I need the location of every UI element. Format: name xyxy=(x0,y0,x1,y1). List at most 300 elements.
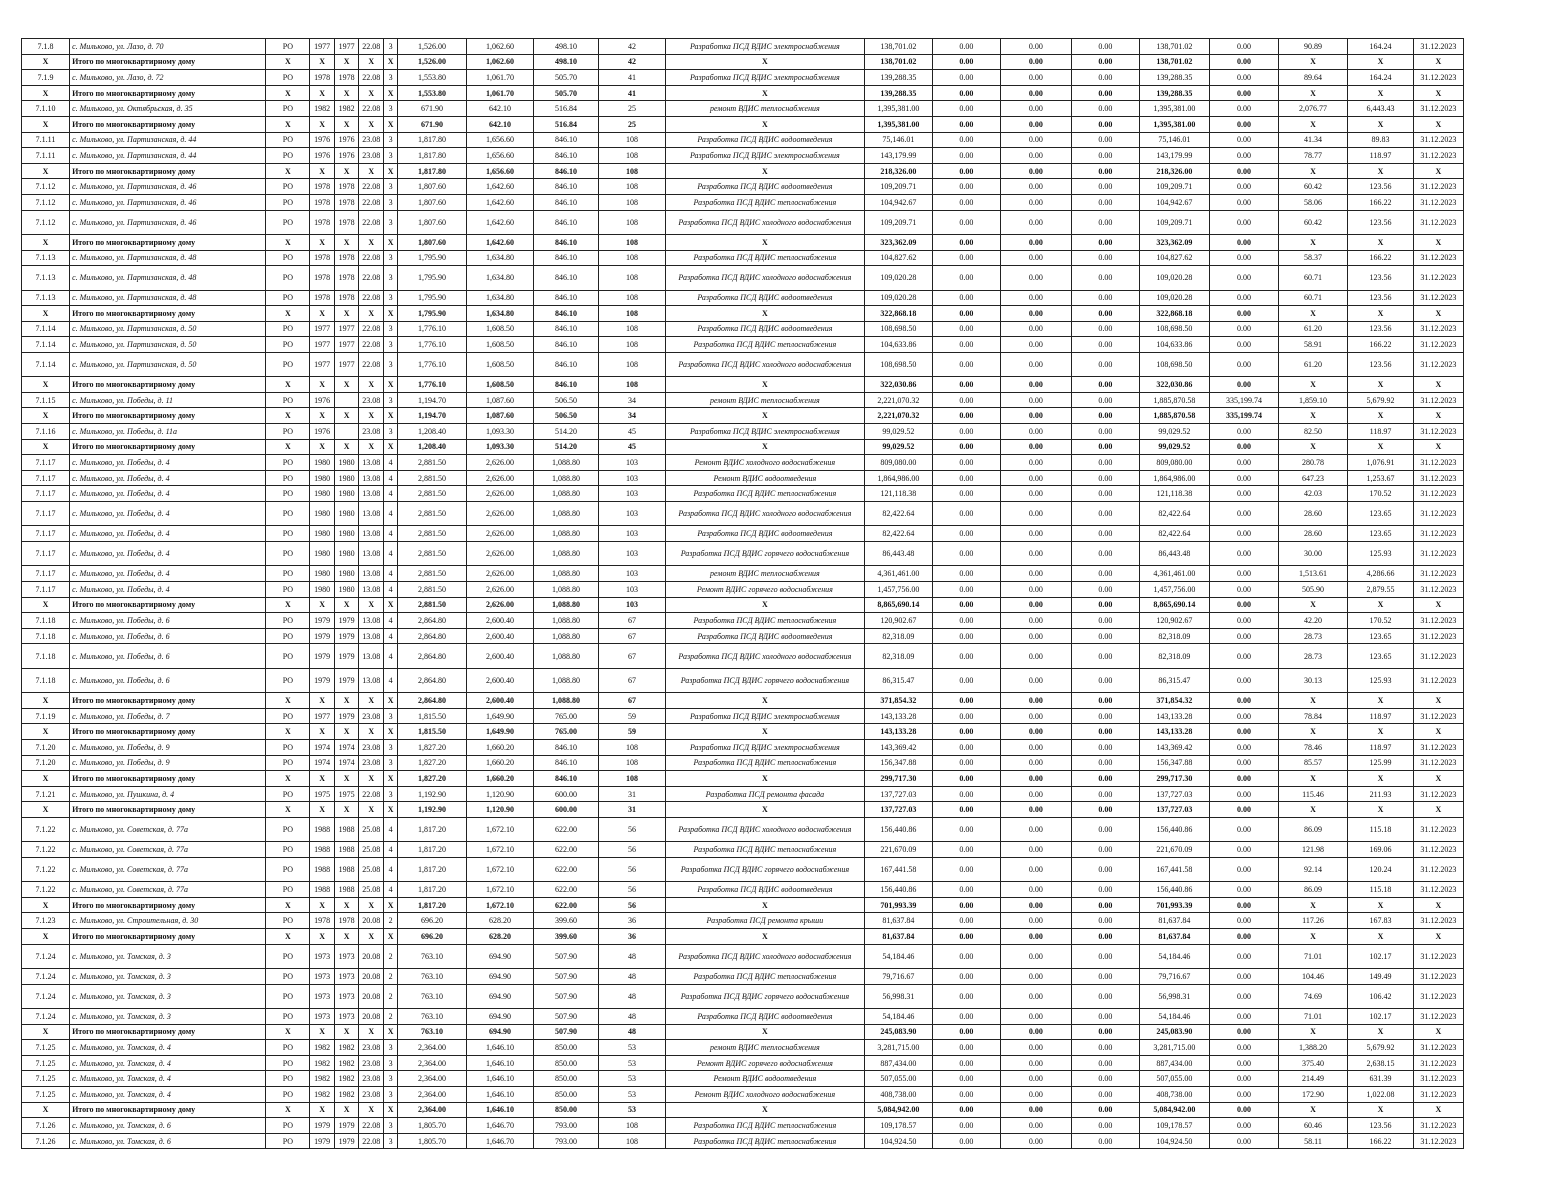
cell-deadline: 31.12.2023 xyxy=(1413,708,1463,724)
cell-climate-code: 23.08 xyxy=(359,1055,384,1071)
cell-owner-type: РО xyxy=(266,266,310,290)
cell-climate-code: 23.08 xyxy=(359,1040,384,1056)
cell-owner-type: РО xyxy=(266,1133,310,1149)
cell-climate-code: X xyxy=(359,54,384,70)
cell-total-area: 1,526.00 xyxy=(398,39,467,55)
cell-floors: 4 xyxy=(383,644,397,668)
cell-owner-type: РО xyxy=(266,352,310,376)
cell-address: Итого по многоквартирному дому xyxy=(70,306,266,322)
cell-commission-year: 1977 xyxy=(334,39,359,55)
cell-address: Итого по многоквартирному дому xyxy=(70,802,266,818)
cell-unit-cost: 28.73 xyxy=(1278,628,1348,644)
cell-floors: 4 xyxy=(383,455,397,471)
cell-owner-type: РО xyxy=(266,70,310,86)
cell-commission-year: 1974 xyxy=(334,755,359,771)
cell-address: с. Мильково, ул. Победы, д. 11 xyxy=(70,392,266,408)
cell-item-number: 7.1.16 xyxy=(22,424,70,440)
cell-unit-cost: 104.46 xyxy=(1278,969,1348,985)
cell-unit-cost: 78.84 xyxy=(1278,708,1348,724)
cell-unit-cost: 60.42 xyxy=(1278,179,1348,195)
total-row xyxy=(22,693,1464,709)
cell-local-cost: 0.00 xyxy=(1072,266,1139,290)
cell-subsidy-cost: 0.00 xyxy=(1000,377,1072,393)
cell-climate-code: 13.08 xyxy=(359,613,384,629)
cell-total-cost: 5,084,942.00 xyxy=(864,1102,933,1118)
table-row xyxy=(22,786,1464,802)
cell-work-type: X xyxy=(666,693,864,709)
cell-living-area: 2,600.40 xyxy=(466,693,533,709)
cell-unit-cost: 86.09 xyxy=(1278,817,1348,841)
cell-floors: X xyxy=(383,597,397,613)
cell-address: Итого по многоквартирному дому xyxy=(70,377,266,393)
cell-owner-type: РО xyxy=(266,321,310,337)
cell-owner-cost: 507,055.00 xyxy=(1139,1071,1210,1087)
cell-limit-cost: X xyxy=(1348,408,1413,424)
cell-limit-cost: X xyxy=(1348,929,1413,945)
cell-address: с. Мильково, ул. Победы, д. 4 xyxy=(70,581,266,597)
cell-owner-cost: 81,637.84 xyxy=(1139,913,1210,929)
cell-total-cost: 507,055.00 xyxy=(864,1071,933,1087)
cell-fund-cost: 0.00 xyxy=(933,1040,1000,1056)
cell-limit-cost: 631.39 xyxy=(1348,1071,1413,1087)
cell-work-type: ремонт ВДИС теплоснабжения xyxy=(666,1040,864,1056)
cell-deadline: 31.12.2023 xyxy=(1413,526,1463,542)
cell-item-number: 7.1.17 xyxy=(22,566,70,582)
cell-total-cost: 143,133.28 xyxy=(864,724,933,740)
cell-commission-year: 1976 xyxy=(334,148,359,164)
cell-total-area: 1,817.20 xyxy=(398,882,467,898)
cell-total-cost: 137,727.03 xyxy=(864,786,933,802)
cell-built-year: 1980 xyxy=(310,542,335,566)
cell-unit-cost: 85.57 xyxy=(1278,755,1348,771)
cell-item-number: X xyxy=(22,802,70,818)
cell-built-year: 1982 xyxy=(310,1055,335,1071)
cell-subsidy-cost: 0.00 xyxy=(1000,210,1072,234)
cell-living-area: 1,672.10 xyxy=(466,842,533,858)
cell-address: с. Мильково, ул. Партизанская, д. 46 xyxy=(70,210,266,234)
cell-commission-year: 1978 xyxy=(334,266,359,290)
table-row xyxy=(22,1118,1464,1134)
cell-other-cost: 0.00 xyxy=(1210,54,1279,70)
cell-residents: 108 xyxy=(598,132,665,148)
cell-work-type: Разработка ПСД ВДИС теплоснабжения xyxy=(666,1133,864,1149)
cell-item-number: 7.1.17 xyxy=(22,581,70,597)
cell-unit-cost: X xyxy=(1278,234,1348,250)
cell-unit-cost: 58.37 xyxy=(1278,250,1348,266)
cell-work-type: X xyxy=(666,929,864,945)
cell-owner-type: РО xyxy=(266,392,310,408)
cell-address: с. Мильково, ул. Победы, д. 4 xyxy=(70,470,266,486)
cell-floors: X xyxy=(383,897,397,913)
cell-work-type: X xyxy=(666,1102,864,1118)
cell-limit-cost: 170.52 xyxy=(1348,486,1413,502)
cell-total-area: 1,815.50 xyxy=(398,724,467,740)
cell-address: с. Мильково, ул. Партизанская, д. 50 xyxy=(70,337,266,353)
cell-deadline: 31.12.2023 xyxy=(1413,266,1463,290)
cell-roof-area: 600.00 xyxy=(534,802,598,818)
cell-item-number: X xyxy=(22,929,70,945)
cell-unit-cost: X xyxy=(1278,377,1348,393)
cell-limit-cost: 123.56 xyxy=(1348,179,1413,195)
cell-other-cost: 0.00 xyxy=(1210,1086,1279,1102)
cell-owner-type: РО xyxy=(266,969,310,985)
cell-floors: 3 xyxy=(383,266,397,290)
cell-fund-cost: 0.00 xyxy=(933,1086,1000,1102)
cell-total-area: 2,881.50 xyxy=(398,455,467,471)
cell-limit-cost: 1,076.91 xyxy=(1348,455,1413,471)
cell-floors: 3 xyxy=(383,739,397,755)
cell-total-cost: 104,942.67 xyxy=(864,194,933,210)
total-row xyxy=(22,439,1464,455)
cell-roof-area: 846.10 xyxy=(534,132,598,148)
cell-floors: 3 xyxy=(383,1086,397,1102)
cell-commission-year: X xyxy=(334,439,359,455)
cell-living-area: 1,672.10 xyxy=(466,882,533,898)
cell-roof-area: 850.00 xyxy=(534,1055,598,1071)
cell-limit-cost: X xyxy=(1348,116,1413,132)
cell-deadline: X xyxy=(1413,597,1463,613)
cell-fund-cost: 0.00 xyxy=(933,132,1000,148)
cell-fund-cost: 0.00 xyxy=(933,266,1000,290)
cell-total-cost: 138,701.02 xyxy=(864,39,933,55)
cell-local-cost: 0.00 xyxy=(1072,54,1139,70)
cell-owner-cost: 104,924.50 xyxy=(1139,1133,1210,1149)
cell-residents: 42 xyxy=(598,54,665,70)
cell-owner-cost: 79,716.67 xyxy=(1139,969,1210,985)
cell-total-area: 2,364.00 xyxy=(398,1071,467,1087)
cell-unit-cost: 28.60 xyxy=(1278,502,1348,526)
cell-roof-area: 507.90 xyxy=(534,1024,598,1040)
cell-fund-cost: 0.00 xyxy=(933,613,1000,629)
cell-subsidy-cost: 0.00 xyxy=(1000,70,1072,86)
cell-owner-type: РО xyxy=(266,817,310,841)
cell-living-area: 2,600.40 xyxy=(466,644,533,668)
cell-owner-cost: 1,457,756.00 xyxy=(1139,581,1210,597)
cell-subsidy-cost: 0.00 xyxy=(1000,929,1072,945)
cell-limit-cost: 123.56 xyxy=(1348,321,1413,337)
cell-item-number: 7.1.24 xyxy=(22,944,70,968)
cell-fund-cost: 0.00 xyxy=(933,802,1000,818)
cell-floors: 3 xyxy=(383,290,397,306)
cell-roof-area: 506.50 xyxy=(534,408,598,424)
cell-living-area: 2,626.00 xyxy=(466,526,533,542)
cell-local-cost: 0.00 xyxy=(1072,408,1139,424)
cell-roof-area: 1,088.80 xyxy=(534,693,598,709)
cell-fund-cost: 0.00 xyxy=(933,842,1000,858)
cell-floors: X xyxy=(383,408,397,424)
cell-climate-code: 22.08 xyxy=(359,352,384,376)
cell-living-area: 1,646.10 xyxy=(466,1102,533,1118)
cell-built-year: 1980 xyxy=(310,455,335,471)
cell-local-cost: 0.00 xyxy=(1072,1086,1139,1102)
cell-climate-code: 13.08 xyxy=(359,644,384,668)
cell-subsidy-cost: 0.00 xyxy=(1000,1133,1072,1149)
cell-commission-year: 1979 xyxy=(334,644,359,668)
cell-climate-code: 20.08 xyxy=(359,944,384,968)
cell-local-cost: 0.00 xyxy=(1072,337,1139,353)
cell-roof-area: 1,088.80 xyxy=(534,455,598,471)
cell-other-cost: 0.00 xyxy=(1210,913,1279,929)
cell-local-cost: 0.00 xyxy=(1072,486,1139,502)
cell-subsidy-cost: 0.00 xyxy=(1000,85,1072,101)
cell-work-type: Разработка ПСД ВДИС теплоснабжения xyxy=(666,755,864,771)
cell-living-area: 1,646.70 xyxy=(466,1118,533,1134)
cell-roof-area: 846.10 xyxy=(534,179,598,195)
cell-deadline: 31.12.2023 xyxy=(1413,470,1463,486)
cell-work-type: X xyxy=(666,377,864,393)
cell-floors: X xyxy=(383,377,397,393)
cell-total-area: 763.10 xyxy=(398,944,467,968)
cell-owner-type: РО xyxy=(266,628,310,644)
table-row xyxy=(22,542,1464,566)
cell-item-number: 7.1.24 xyxy=(22,969,70,985)
cell-local-cost: 0.00 xyxy=(1072,101,1139,117)
cell-fund-cost: 0.00 xyxy=(933,486,1000,502)
table-row xyxy=(22,1133,1464,1149)
cell-residents: 41 xyxy=(598,85,665,101)
cell-floors: 3 xyxy=(383,1040,397,1056)
table-row xyxy=(22,250,1464,266)
cell-work-type: Разработка ПСД ВДИС теплоснабжения xyxy=(666,969,864,985)
cell-residents: 108 xyxy=(598,352,665,376)
cell-subsidy-cost: 0.00 xyxy=(1000,693,1072,709)
cell-total-area: 1,194.70 xyxy=(398,408,467,424)
cell-climate-code: X xyxy=(359,724,384,740)
table-row xyxy=(22,526,1464,542)
cell-total-cost: 1,395,381.00 xyxy=(864,101,933,117)
cell-owner-type: X xyxy=(266,597,310,613)
cell-other-cost: 0.00 xyxy=(1210,39,1279,55)
cell-roof-area: 846.10 xyxy=(534,352,598,376)
cell-roof-area: 1,088.80 xyxy=(534,566,598,582)
cell-total-area: 1,192.90 xyxy=(398,802,467,818)
cell-limit-cost: 4,286.66 xyxy=(1348,566,1413,582)
cell-other-cost: 0.00 xyxy=(1210,266,1279,290)
cell-subsidy-cost: 0.00 xyxy=(1000,54,1072,70)
cell-living-area: 1,608.50 xyxy=(466,352,533,376)
cell-commission-year: 1980 xyxy=(334,581,359,597)
cell-built-year: 1978 xyxy=(310,250,335,266)
cell-residents: 103 xyxy=(598,526,665,542)
cell-local-cost: 0.00 xyxy=(1072,969,1139,985)
cell-total-cost: 139,288.35 xyxy=(864,85,933,101)
cell-climate-code: 23.08 xyxy=(359,708,384,724)
cell-item-number: X xyxy=(22,771,70,787)
cell-total-area: 1,817.20 xyxy=(398,842,467,858)
cell-other-cost: 0.00 xyxy=(1210,85,1279,101)
cell-total-area: 1,208.40 xyxy=(398,424,467,440)
cell-climate-code: X xyxy=(359,85,384,101)
cell-limit-cost: 6,443.43 xyxy=(1348,101,1413,117)
cell-total-cost: 245,083.90 xyxy=(864,1024,933,1040)
cell-living-area: 2,626.00 xyxy=(466,502,533,526)
cell-commission-year: X xyxy=(334,897,359,913)
cell-other-cost: 0.00 xyxy=(1210,786,1279,802)
cell-total-area: 696.20 xyxy=(398,929,467,945)
cell-commission-year: X xyxy=(334,693,359,709)
cell-deadline: 31.12.2023 xyxy=(1413,337,1463,353)
cell-subsidy-cost: 0.00 xyxy=(1000,101,1072,117)
cell-unit-cost: X xyxy=(1278,1102,1348,1118)
cell-other-cost: 0.00 xyxy=(1210,337,1279,353)
cell-work-type: Разработка ПСД ВДИС водоотведения xyxy=(666,1009,864,1025)
cell-fund-cost: 0.00 xyxy=(933,148,1000,164)
cell-item-number: 7.1.23 xyxy=(22,913,70,929)
cell-built-year: 1988 xyxy=(310,842,335,858)
cell-owner-type: РО xyxy=(266,1086,310,1102)
cell-roof-area: 622.00 xyxy=(534,817,598,841)
cell-subsidy-cost: 0.00 xyxy=(1000,194,1072,210)
cell-deadline: 31.12.2023 xyxy=(1413,148,1463,164)
cell-work-type: Разработка ПСД ВДИС электроснабжения xyxy=(666,708,864,724)
cell-climate-code: 13.08 xyxy=(359,502,384,526)
cell-local-cost: 0.00 xyxy=(1072,1040,1139,1056)
cell-limit-cost: X xyxy=(1348,54,1413,70)
cell-built-year: X xyxy=(310,408,335,424)
cell-roof-area: 516.84 xyxy=(534,101,598,117)
cell-subsidy-cost: 0.00 xyxy=(1000,486,1072,502)
cell-climate-code: 22.08 xyxy=(359,786,384,802)
cell-floors: 3 xyxy=(383,392,397,408)
cell-total-cost: 701,993.39 xyxy=(864,897,933,913)
cell-other-cost: 0.00 xyxy=(1210,566,1279,582)
cell-total-cost: 82,422.64 xyxy=(864,502,933,526)
cell-built-year: 1976 xyxy=(310,132,335,148)
cell-owner-cost: 221,670.09 xyxy=(1139,842,1210,858)
cell-owner-type: РО xyxy=(266,526,310,542)
cell-residents: 56 xyxy=(598,842,665,858)
cell-climate-code: X xyxy=(359,597,384,613)
cell-owner-type: X xyxy=(266,724,310,740)
total-row xyxy=(22,1024,1464,1040)
cell-work-type: Разработка ПСД ВДИС водоотведения xyxy=(666,290,864,306)
cell-address: с. Мильково, ул. Победы, д. 9 xyxy=(70,739,266,755)
cell-fund-cost: 0.00 xyxy=(933,1024,1000,1040)
cell-total-cost: 167,441.58 xyxy=(864,857,933,881)
cell-owner-type: X xyxy=(266,771,310,787)
cell-deadline: 31.12.2023 xyxy=(1413,352,1463,376)
cell-local-cost: 0.00 xyxy=(1072,739,1139,755)
cell-address: Итого по многоквартирному дому xyxy=(70,693,266,709)
cell-work-type: Разработка ПСД ВДИС холодного водоснабжения xyxy=(666,352,864,376)
cell-roof-area: 1,088.80 xyxy=(534,668,598,692)
cell-fund-cost: 0.00 xyxy=(933,897,1000,913)
cell-roof-area: 498.10 xyxy=(534,54,598,70)
cell-total-area: 1,776.10 xyxy=(398,337,467,353)
cell-other-cost: 0.00 xyxy=(1210,526,1279,542)
cell-total-cost: 54,184.46 xyxy=(864,1009,933,1025)
cell-roof-area: 505.70 xyxy=(534,85,598,101)
cell-local-cost: 0.00 xyxy=(1072,817,1139,841)
cell-total-cost: 108,698.50 xyxy=(864,352,933,376)
cell-residents: 108 xyxy=(598,210,665,234)
cell-local-cost: 0.00 xyxy=(1072,352,1139,376)
cell-address: Итого по многоквартирному дому xyxy=(70,897,266,913)
cell-commission-year: 1979 xyxy=(334,1118,359,1134)
table-row xyxy=(22,1040,1464,1056)
cell-built-year: 1979 xyxy=(310,628,335,644)
cell-built-year: 1978 xyxy=(310,913,335,929)
cell-other-cost: 0.00 xyxy=(1210,581,1279,597)
cell-other-cost: 0.00 xyxy=(1210,739,1279,755)
cell-local-cost: 0.00 xyxy=(1072,1009,1139,1025)
cell-total-cost: 99,029.52 xyxy=(864,439,933,455)
cell-other-cost: 0.00 xyxy=(1210,693,1279,709)
cell-owner-cost: 137,727.03 xyxy=(1139,802,1210,818)
cell-limit-cost: 164.24 xyxy=(1348,39,1413,55)
cell-commission-year xyxy=(334,424,359,440)
cell-local-cost: 0.00 xyxy=(1072,70,1139,86)
cell-total-area: 2,864.80 xyxy=(398,644,467,668)
cell-floors: 4 xyxy=(383,882,397,898)
cell-subsidy-cost: 0.00 xyxy=(1000,668,1072,692)
cell-fund-cost: 0.00 xyxy=(933,424,1000,440)
cell-commission-year: 1973 xyxy=(334,969,359,985)
cell-owner-type: X xyxy=(266,408,310,424)
cell-work-type: Разработка ПСД ремонта крыши xyxy=(666,913,864,929)
cell-total-cost: 86,443.48 xyxy=(864,542,933,566)
cell-subsidy-cost: 0.00 xyxy=(1000,321,1072,337)
cell-unit-cost: 60.46 xyxy=(1278,1118,1348,1134)
cell-total-area: 2,881.50 xyxy=(398,526,467,542)
cell-deadline: 31.12.2023 xyxy=(1413,542,1463,566)
cell-work-type: X xyxy=(666,306,864,322)
cell-living-area: 1,087.60 xyxy=(466,392,533,408)
cell-fund-cost: 0.00 xyxy=(933,392,1000,408)
cell-unit-cost: 30.13 xyxy=(1278,668,1348,692)
cell-built-year: 1973 xyxy=(310,984,335,1008)
cell-owner-cost: 143,133.28 xyxy=(1139,724,1210,740)
cell-total-area: 1,827.20 xyxy=(398,771,467,787)
cell-other-cost: 0.00 xyxy=(1210,1040,1279,1056)
cell-fund-cost: 0.00 xyxy=(933,70,1000,86)
cell-living-area: 1,646.10 xyxy=(466,1086,533,1102)
table-row xyxy=(22,39,1464,55)
cell-total-area: 1,776.10 xyxy=(398,352,467,376)
cell-floors: X xyxy=(383,1024,397,1040)
cell-fund-cost: 0.00 xyxy=(933,1102,1000,1118)
cell-unit-cost: 71.01 xyxy=(1278,944,1348,968)
cell-unit-cost: 78.46 xyxy=(1278,739,1348,755)
cell-fund-cost: 0.00 xyxy=(933,724,1000,740)
cell-address: Итого по многоквартирному дому xyxy=(70,54,266,70)
total-row xyxy=(22,234,1464,250)
cell-built-year: 1978 xyxy=(310,179,335,195)
cell-owner-cost: 322,868.18 xyxy=(1139,306,1210,322)
cell-other-cost: 0.00 xyxy=(1210,984,1279,1008)
cell-roof-area: 846.10 xyxy=(534,377,598,393)
cell-roof-area: 846.10 xyxy=(534,266,598,290)
cell-other-cost: 0.00 xyxy=(1210,802,1279,818)
cell-climate-code: 13.08 xyxy=(359,455,384,471)
cell-floors: 4 xyxy=(383,502,397,526)
cell-item-number: 7.1.12 xyxy=(22,210,70,234)
cell-total-cost: 109,178.57 xyxy=(864,1118,933,1134)
cell-address: с. Мильково, ул. Лазо, д. 72 xyxy=(70,70,266,86)
cell-total-cost: 887,434.00 xyxy=(864,1055,933,1071)
cell-roof-area: 850.00 xyxy=(534,1102,598,1118)
cell-total-cost: 104,827.62 xyxy=(864,250,933,266)
cell-unit-cost: X xyxy=(1278,897,1348,913)
cell-floors: 4 xyxy=(383,668,397,692)
cell-work-type: Разработка ПСД ВДИС электроснабжения xyxy=(666,739,864,755)
cell-work-type: X xyxy=(666,116,864,132)
cell-climate-code: 25.08 xyxy=(359,842,384,858)
cell-subsidy-cost: 0.00 xyxy=(1000,897,1072,913)
cell-local-cost: 0.00 xyxy=(1072,668,1139,692)
table-row xyxy=(22,70,1464,86)
cell-floors: X xyxy=(383,116,397,132)
